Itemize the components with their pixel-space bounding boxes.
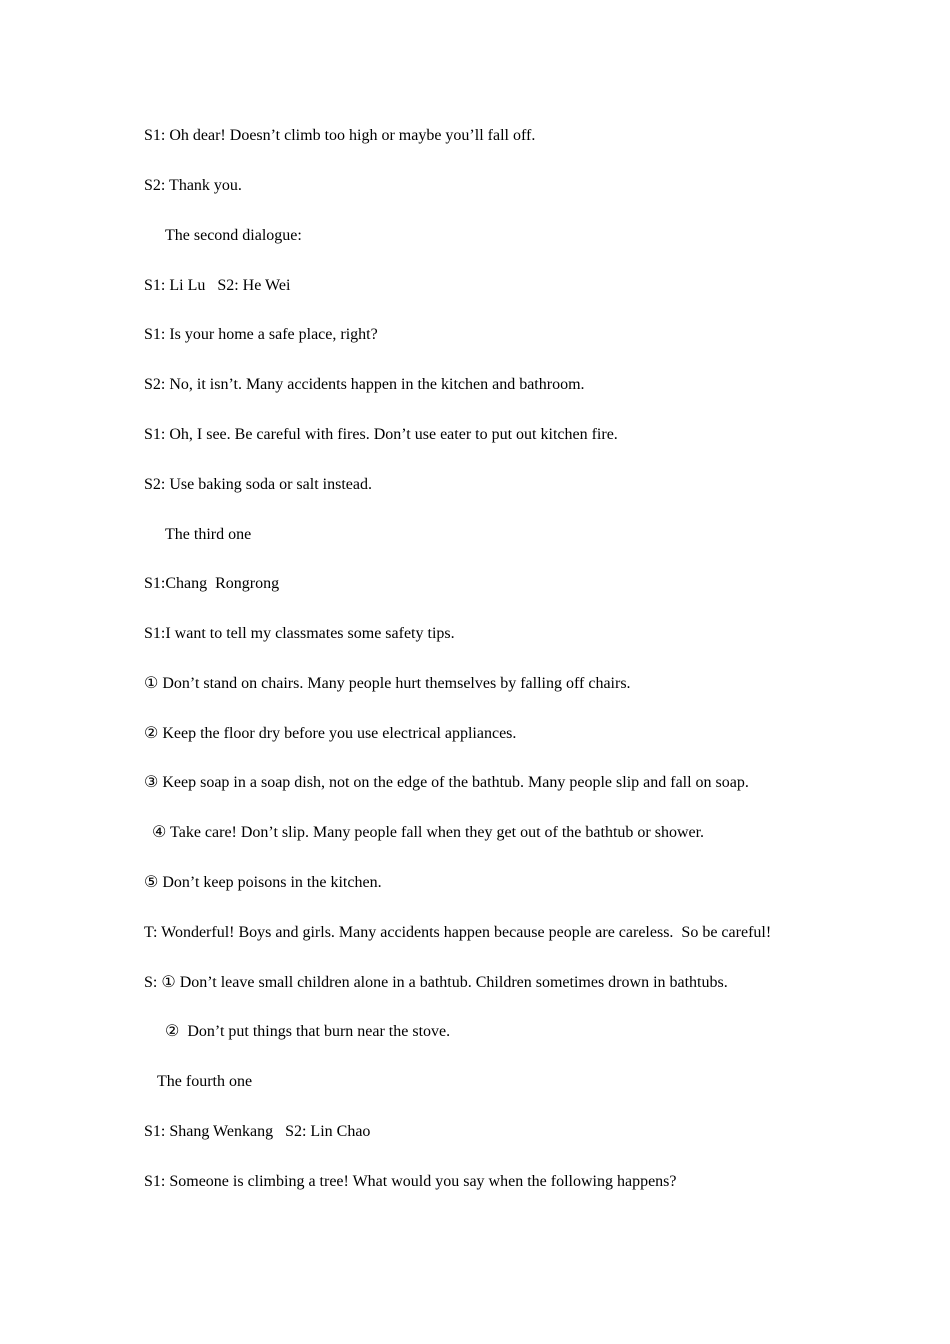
dialogue-line: S1: Oh, I see. Be careful with fires. Don’t use eater to put out kitchen fire. bbox=[144, 426, 618, 443]
dialogue-line: S2: Thank you. bbox=[144, 177, 242, 194]
dialogue-line: S2: Use baking soda or salt instead. bbox=[144, 476, 372, 493]
safety-tip: ④ Take care! Don’t slip. Many people fall when they get out of the bathtub or shower. bbox=[152, 824, 705, 841]
safety-tip: ⑤ Don’t keep poisons in the kitchen. bbox=[144, 874, 382, 891]
dialogue-line: S1: Is your home a safe place, right? bbox=[144, 326, 378, 343]
speaker-line: S1:Chang Rongrong bbox=[144, 575, 280, 592]
safety-tip: ② Don’t put things that burn near the stove. bbox=[165, 1023, 451, 1040]
dialogue-line: S1: Oh dear! Doesn’t climb too high or maybe you’ll fall off. bbox=[144, 127, 536, 144]
section-heading: The third one bbox=[165, 526, 252, 543]
safety-tip: ③ Keep soap in a soap dish, not on the edge of the bathtub. Many people slip and fall on soap. bbox=[144, 774, 749, 791]
section-heading: The second dialogue: bbox=[165, 227, 302, 244]
safety-tip: ② Keep the floor dry before you use electrical appliances. bbox=[144, 725, 517, 742]
speaker-line: S1: Li Lu S2: He Wei bbox=[144, 277, 291, 294]
section-heading: The fourth one bbox=[157, 1073, 253, 1090]
safety-tip: ① Don’t stand on chairs. Many people hurt themselves by falling off chairs. bbox=[144, 675, 631, 692]
dialogue-line: T: Wonderful! Boys and girls. Many accidents happen because people are careless. So be careful! bbox=[144, 924, 772, 941]
dialogue-line: S1:I want to tell my classmates some safety tips. bbox=[144, 625, 455, 642]
dialogue-line: S1: Someone is climbing a tree! What would you say when the following happens? bbox=[144, 1173, 677, 1190]
safety-tip: S: ① Don’t leave small children alone in a bathtub. Children sometimes drown in bathtubs. bbox=[144, 974, 728, 991]
speaker-line: S1: Shang Wenkang S2: Lin Chao bbox=[144, 1123, 371, 1140]
dialogue-line: S2: No, it isn’t. Many accidents happen in the kitchen and bathroom. bbox=[144, 376, 585, 393]
